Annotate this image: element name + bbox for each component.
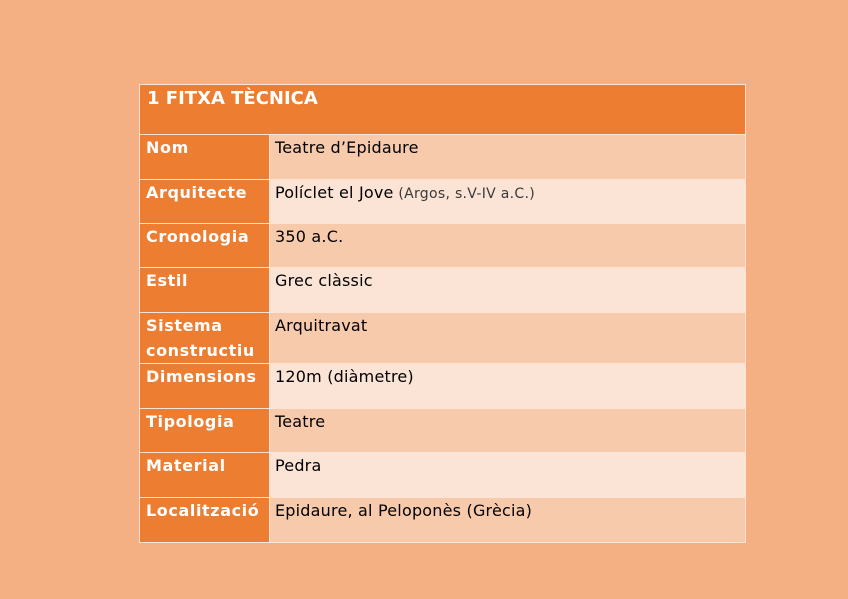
value-text: Teatre bbox=[275, 412, 326, 431]
row-label: Nom bbox=[140, 135, 270, 180]
row-label: Estil bbox=[140, 268, 270, 313]
table-row bbox=[140, 135, 746, 180]
table-title: 1 FITXA TÈCNICA bbox=[140, 85, 746, 135]
value-text: Pedra bbox=[275, 456, 322, 475]
row-label: Sistema constructiu bbox=[140, 313, 270, 364]
row-label: Cronologia bbox=[140, 224, 270, 268]
row-label: Material bbox=[140, 453, 270, 498]
row-value bbox=[270, 224, 746, 268]
value-text: 120m (diàmetre) bbox=[275, 367, 414, 386]
table-row bbox=[140, 180, 746, 224]
row-value bbox=[270, 313, 746, 364]
row-label: Arquitecte bbox=[140, 180, 270, 224]
row-value bbox=[270, 364, 746, 409]
table-row bbox=[140, 268, 746, 313]
table-title-row bbox=[140, 85, 746, 135]
row-value bbox=[270, 409, 746, 453]
row-label: Tipologia bbox=[140, 409, 270, 453]
row-value bbox=[270, 498, 746, 543]
technical-sheet-table bbox=[139, 84, 746, 543]
table-row bbox=[140, 224, 746, 268]
table-row bbox=[140, 409, 746, 453]
row-value bbox=[270, 268, 746, 313]
value-text: Políclet el Jove bbox=[275, 183, 394, 202]
value-text: 350 a.C. bbox=[275, 227, 344, 246]
table-row bbox=[140, 498, 746, 543]
row-value bbox=[270, 180, 746, 224]
value-text: Grec clàssic bbox=[275, 271, 373, 290]
row-value bbox=[270, 453, 746, 498]
value-text: Epidaure, al Peloponès (Grècia) bbox=[275, 501, 533, 520]
row-label: Localització bbox=[140, 498, 270, 543]
table-row bbox=[140, 453, 746, 498]
value-detail: (Argos, s.V-IV a.C.) bbox=[393, 186, 535, 202]
table-row bbox=[140, 313, 746, 364]
row-label: Dimensions bbox=[140, 364, 270, 409]
value-text: Arquitravat bbox=[275, 316, 368, 335]
row-value bbox=[270, 135, 746, 180]
table-row bbox=[140, 364, 746, 409]
value-text: Teatre d’Epidaure bbox=[275, 138, 419, 157]
